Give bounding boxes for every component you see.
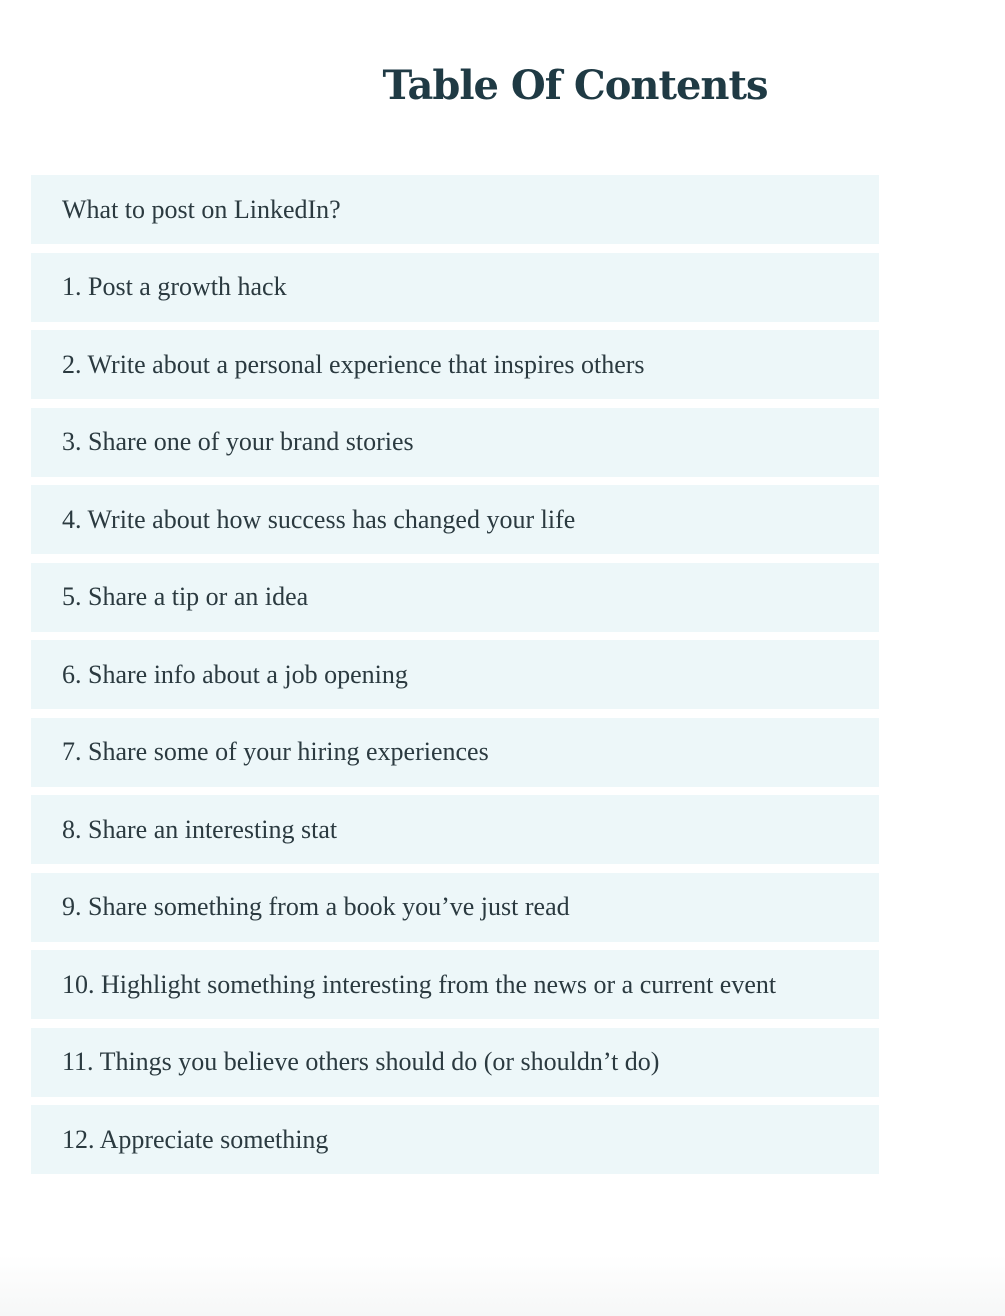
toc-item-2[interactable] [31, 330, 879, 399]
toc-item-9[interactable] [31, 873, 879, 942]
toc-item-what-to-post[interactable] [31, 175, 879, 244]
toc-item-6[interactable] [31, 640, 879, 709]
page-title: Table Of Contents [382, 62, 768, 109]
toc-item-label: 5. Share a tip or an idea [62, 582, 309, 611]
table-of-contents [31, 175, 879, 1183]
toc-item-label: 4. Write about how success has changed your life [62, 504, 576, 534]
toc-item-4[interactable] [31, 485, 879, 554]
toc-item-label: What to post on LinkedIn? [62, 194, 341, 224]
toc-item-label: 12. Appreciate something [62, 1124, 329, 1154]
toc-item-label: 6. Share info about a job opening [62, 659, 408, 689]
toc-item-label: 3. Share one of your brand stories [62, 427, 414, 456]
toc-item-label: 11. Things you believe others should do (or shouldn’t do) [62, 1047, 660, 1076]
toc-item-10[interactable] [31, 950, 879, 1019]
toc-item-3[interactable] [31, 408, 879, 477]
toc-item-1[interactable] [31, 253, 879, 322]
toc-item-label: 10. Highlight something interesting from the news or a current event [62, 969, 777, 999]
toc-item-label: 7. Share some of your hiring experiences [62, 737, 489, 766]
toc-item-12[interactable] [31, 1105, 879, 1174]
toc-item-11[interactable] [31, 1028, 879, 1097]
toc-item-label: 1. Post a growth hack [62, 272, 287, 301]
toc-item-5[interactable] [31, 563, 879, 632]
toc-item-label: 9. Share something from a book you’ve just read [62, 892, 570, 921]
toc-item-7[interactable] [31, 718, 879, 787]
toc-item-label: 2. Write about a personal experience that inspires others [62, 349, 645, 379]
toc-item-8[interactable] [31, 795, 879, 864]
toc-item-label: 8. Share an interesting stat [62, 814, 338, 844]
